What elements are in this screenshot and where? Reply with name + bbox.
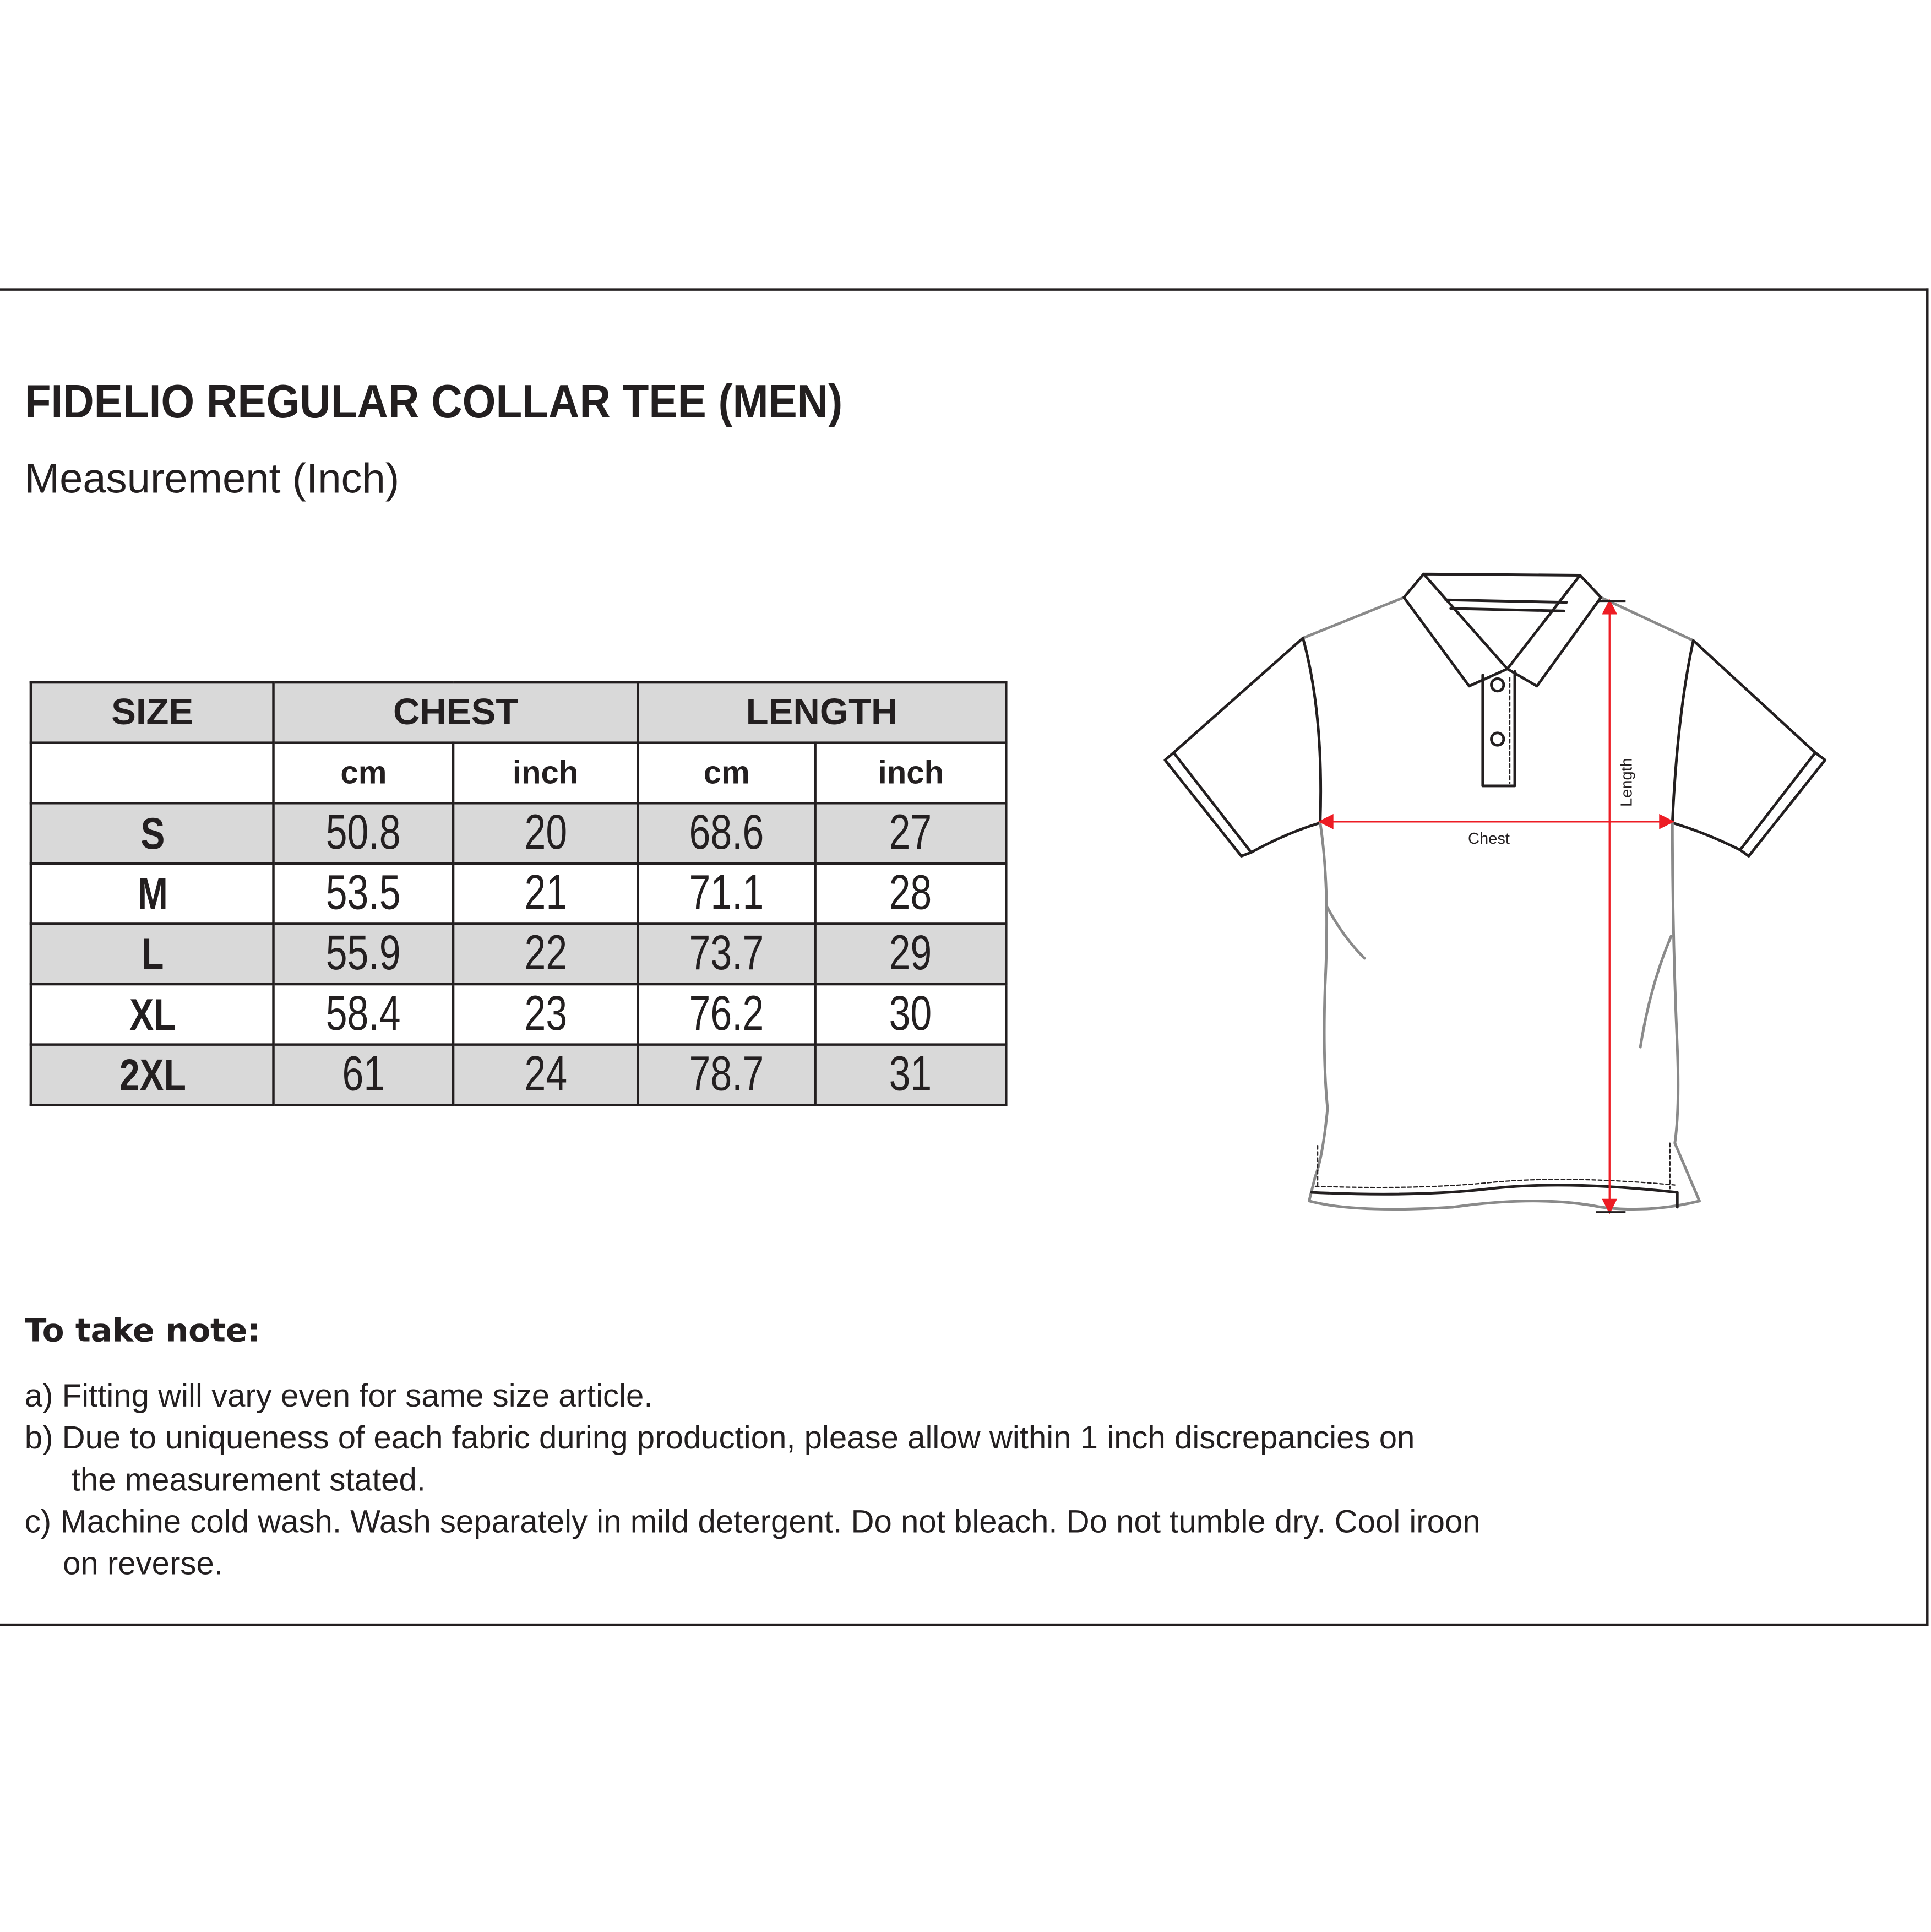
measurement-subtitle: Measurement (Inch) xyxy=(24,455,400,503)
chest-cm-cell: 55.9 xyxy=(326,926,401,981)
hem xyxy=(1309,1201,1700,1209)
note-a: a) Fitting will vary even for same size article. xyxy=(24,1377,653,1414)
neckline xyxy=(1446,600,1566,611)
chest-inch-cell: 21 xyxy=(524,866,567,920)
size-cell: S xyxy=(140,807,165,858)
shoulder-seams xyxy=(1303,598,1693,641)
size-cell: L xyxy=(141,928,164,979)
length-inch-cell: 30 xyxy=(889,986,933,1041)
size-cell: 2XL xyxy=(119,1049,186,1100)
chest-header: CHEST xyxy=(274,682,637,743)
collar xyxy=(1404,574,1601,686)
length-cm-cell: 76.2 xyxy=(689,986,764,1041)
right-sleeve xyxy=(1672,641,1825,856)
length-inch-cell: 29 xyxy=(889,926,933,981)
chest-inch-cell: 23 xyxy=(524,986,567,1041)
chest-cm-cell: 61 xyxy=(342,1047,385,1101)
left-sleeve xyxy=(1165,638,1321,856)
length-cm-cell: 73.7 xyxy=(689,926,764,981)
unit-cm: cm xyxy=(638,743,816,804)
chest-label: Chest xyxy=(1468,830,1510,848)
length-cm-cell: 78.7 xyxy=(689,1047,764,1101)
length-inch-cell: 28 xyxy=(889,866,933,920)
chest-inch-cell: 22 xyxy=(524,926,567,981)
note-c: c) Machine cold wash. Wash separately in mild detergent. Do not bleach. Do not tumble dry. Cool iroon xyxy=(24,1502,1481,1540)
size-cell: M xyxy=(137,867,168,919)
note-b-cont: the measurement stated. xyxy=(71,1461,426,1498)
length-inch-cell: 27 xyxy=(889,805,933,860)
button-icon xyxy=(1492,733,1504,745)
note-b: b) Due to uniqueness of each fabric during production, please allow within 1 inch discrepancies on xyxy=(24,1419,1415,1456)
length-label: Length xyxy=(1618,758,1636,807)
length-cm-cell: 71.1 xyxy=(689,866,764,920)
chest-cm-cell: 53.5 xyxy=(326,866,401,920)
measure-arrows xyxy=(1320,601,1673,1212)
chest-cm-cell: 50.8 xyxy=(326,805,401,860)
unit-cm: cm xyxy=(274,743,453,804)
product-title: FIDELIO REGULAR COLLAR TEE (MEN) xyxy=(24,377,843,429)
unit-inch: inch xyxy=(453,743,638,804)
chest-inch-cell: 20 xyxy=(524,805,567,860)
note-c-cont: on reverse. xyxy=(63,1544,223,1582)
length-cm-cell: 68.6 xyxy=(689,805,764,860)
length-header: LENGTH xyxy=(638,682,1006,743)
size-header: SIZE xyxy=(31,682,274,743)
chest-inch-cell: 24 xyxy=(524,1047,567,1101)
size-cell: XL xyxy=(129,988,176,1039)
notes-heading: To take note: xyxy=(24,1313,260,1350)
button-icon xyxy=(1492,679,1504,691)
chest-cm-cell: 58.4 xyxy=(326,986,401,1041)
hem-stitch xyxy=(1315,1143,1675,1189)
body-left-side xyxy=(1309,823,1365,1201)
unit-inch: inch xyxy=(816,743,1007,804)
length-inch-cell: 31 xyxy=(889,1047,933,1101)
